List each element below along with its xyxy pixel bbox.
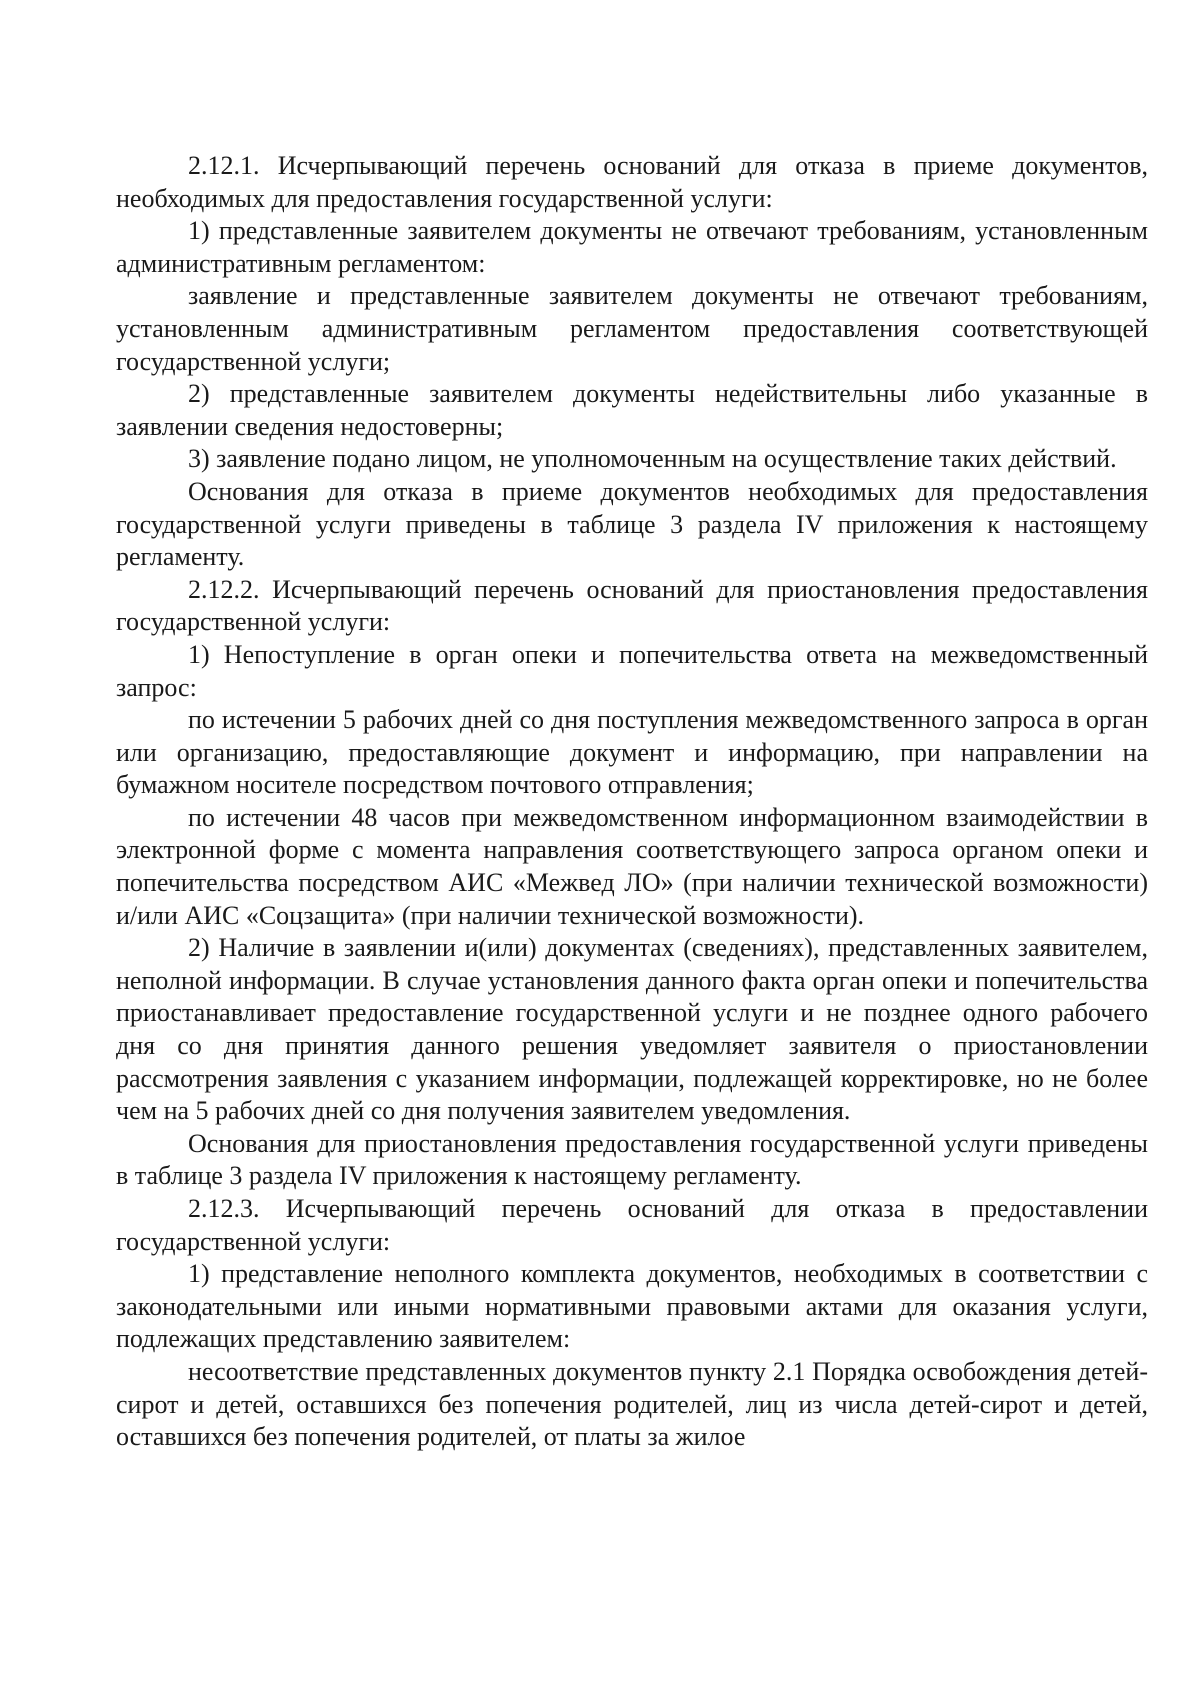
paragraph-suspension-1: 1) Непоступление в орган опеки и попечительства ответа на межведомственный запрос: bbox=[116, 639, 1148, 702]
paragraph-2-12-2: 2.12.2. Исчерпывающий перечень оснований для приостановления предоставления государственной услуги: bbox=[116, 574, 1148, 637]
paragraph-5-working-days: по истечении 5 рабочих дней со дня поступления межведомственного запроса в орган или организацию, предоставляющие документ и информацию, при направлении на бумажном носителе посредством почтового отправления; bbox=[116, 705, 1148, 800]
paragraph-ground-1: 1) представленные заявителем документы не отвечают требованиям, установленным административным регламентом: bbox=[116, 216, 1148, 278]
paragraph-suspension-2: 2) Наличие в заявлении и(или) документах (сведениях), представленных заявителем, неполной информации. В случае установления данного факта орган опеки и попечительства приостанавливает предоставление государственной услуги и не позднее одного рабочего дня со дня принятия данного решения уведомляет заявителя о приостановлении рассмотрения заявления с указанием информации, подлежащей корректировке, но не более чем на 5 рабочих дней со дня получения заявителем уведомления. bbox=[116, 933, 1148, 1126]
paragraph-suspension-table-ref: Основания для приостановления предоставления государственной услуги приведены в таблице 3 раздела IV приложения к настоящему регламенту. bbox=[116, 1128, 1148, 1191]
document-page bbox=[116, 150, 1148, 1454]
paragraph-2-12-1: 2.12.1. Исчерпывающий перечень оснований для отказа в приеме документов, необходимых для предоставления государственной услуги: bbox=[116, 151, 1148, 213]
paragraph-ground-2: 2) представленные заявителем документы недействительны либо указанные в заявлении сведения недостоверны; bbox=[116, 379, 1148, 441]
paragraph-nonconformity: несоответствие представленных документов пункту 2.1 Порядка освобождения детей-сирот и детей, оставшихся без попечения родителей, лиц из числа детей-сирот и детей, оставшихся без попечения родителей, от платы за жилое bbox=[116, 1356, 1148, 1452]
paragraph-48-hours: по истечении 48 часов при межведомственном информационном взаимодействии в электронной форме с момента направления соответствующего запроса органом опеки и попечительства посредством АИС «Межвед ЛО» (при наличии технической возможности) и/или АИС «Соцзащита» (при наличии технической возможности). bbox=[116, 802, 1148, 930]
paragraph-refusal-table-ref: Основания для отказа в приеме документов необходимых для предоставления государственной услуги приведены в таблице 3 раздела IV приложения к настоящему регламенту. bbox=[116, 476, 1148, 572]
paragraph-incomplete-set: 1) представление неполного комплекта документов, необходимых в соответствии с законодательными или иными нормативными правовыми актами для оказания услуги, подлежащих представлению заявителем: bbox=[116, 1259, 1148, 1354]
paragraph-2-12-3: 2.12.3. Исчерпывающий перечень оснований для отказа в предоставлении государственной услуги: bbox=[116, 1194, 1148, 1256]
paragraph-application-requirements: заявление и представленные заявителем документы не отвечают требованиям, установленным административным регламентом предоставления соответствующей государственной услуги; bbox=[116, 281, 1148, 376]
paragraph-ground-3: 3) заявление подано лицом, не уполномоченным на осуществление таких действий. bbox=[188, 444, 1117, 474]
